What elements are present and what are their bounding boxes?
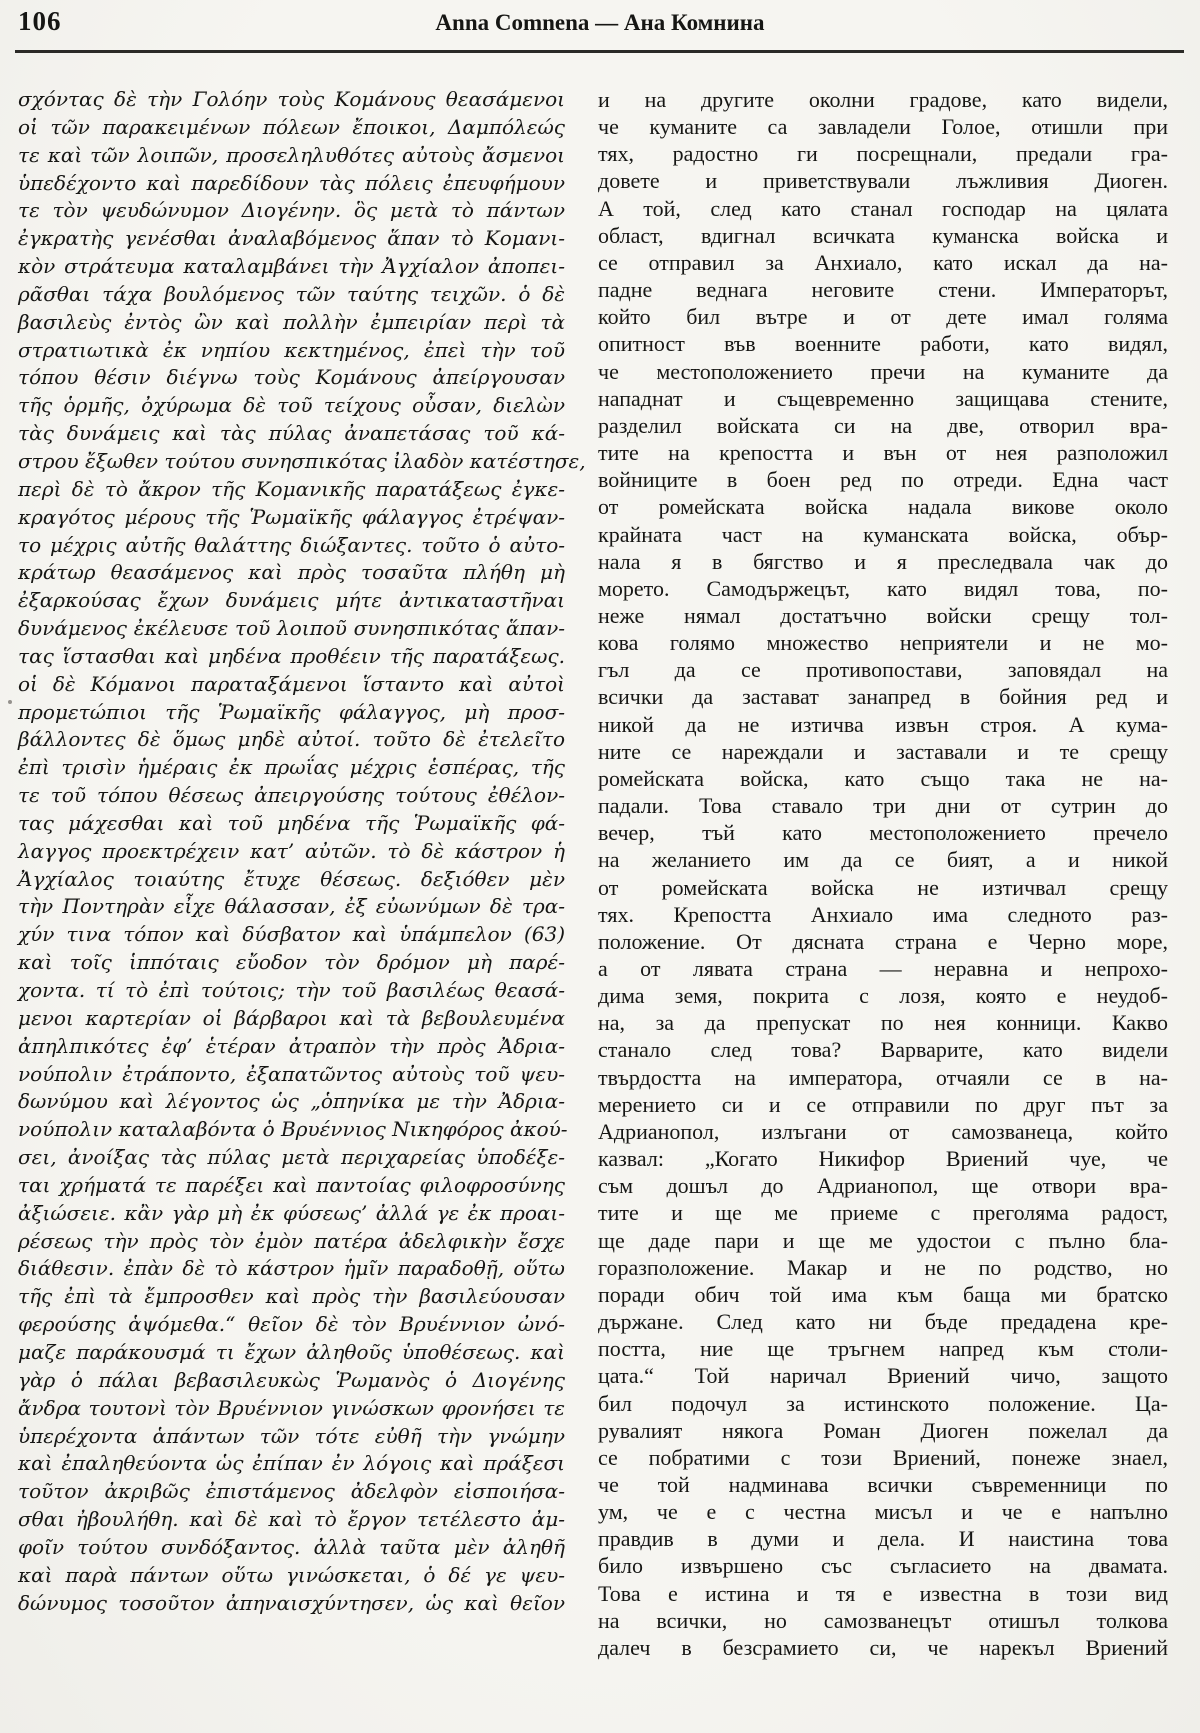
text-line: τε τὸν ψευδώνυμον Διογένην. ὃς μετὰ τὸ πάντων: [18, 198, 565, 223]
text-line: било извършено със съгласието на двамата.: [598, 1553, 1168, 1579]
text-line: τοῦτον ἀκριβῶς ἐπιστάμενος ἀδελφὸν εἰσποιήσα-: [18, 1479, 565, 1504]
text-line: ромейската войска, като също така не на-: [598, 765, 1168, 791]
text-line: никой да не изтичва извън строя. А кума-: [598, 711, 1168, 737]
text-line: падне веднага неговите стени. Императорът,: [598, 277, 1168, 303]
text-line: δυνάμενος ἐκέλευσε τοῦ λοιποῦ συνησπικότας ἅπαν-: [18, 616, 565, 641]
text-line: ρᾶσθαι τάχα βουλόμενος τῶν ταύτης τειχῶν. ὁ δὲ: [18, 281, 565, 306]
header-rule: [15, 50, 1184, 53]
text-line: ὑπερέχοντα ἁπάντων τῶν τότε εὐθῆ τὴν γνώμην: [18, 1423, 565, 1448]
text-line: мерението си и се отправили по друг път за: [598, 1091, 1168, 1117]
text-line: нападнат и същевременно защищава стените,: [598, 385, 1168, 411]
text-line: че куманите са завладели Голое, отишли при: [598, 114, 1168, 140]
text-line: бил подочул за истинското положение. Ца-: [598, 1390, 1168, 1416]
text-line: καὶ παρὰ πάντων οὕτω γινώσκεται, ὁ δέ γε ψευ-: [18, 1562, 565, 1587]
text-line: на, за да препускат по нея конници. Какво: [598, 1010, 1168, 1036]
greek-text-column: [18, 86, 586, 1617]
text-line: νούπολιν ἐτράποντο, ἐξαπατῶντος αὐτοὺς τοῦ ψευ-: [18, 1061, 565, 1086]
page-number: 106: [18, 6, 62, 36]
text-line: ἀξιώσειε. κἂν γὰρ μὴ ἐκ φύσεως’ ἀλλά γε ἐκ προαι-: [18, 1200, 565, 1225]
text-line: οἱ δὲ Κόμανοι παραταξάμενοι ἵσταντο καὶ αὐτοὶ: [18, 671, 565, 696]
text-line: τε καὶ τῶν λοιπῶν, προσεληλυθότες αὐτοὺς ἄσμενοι: [18, 142, 565, 167]
text-line: тях, радостно ги посрещнали, предали гра-: [598, 141, 1168, 167]
text-line: че той надминава всички съвременници по: [598, 1471, 1168, 1497]
text-line: всички да застават занапред в бойния ред и: [598, 684, 1168, 710]
text-line: σει, ἀνοίξας τὰς πύλας μετὰ περιχαρείας ὑποδέξε-: [18, 1145, 565, 1170]
text-line: поради обич той има към баща ми братско: [598, 1281, 1168, 1307]
text-line: и на другите околни градове, като видели,: [598, 87, 1168, 112]
text-line: кова голямо множество неприятели и не мо-: [598, 630, 1168, 656]
text-line: τὰς δυνάμεις καὶ τὰς πύλας ἀναπετάσας τοῦ κά-: [18, 421, 565, 446]
text-line: δώνυμος τοσοῦτον ἀπηναισχύντησεν, ὡς καὶ θεῖον: [18, 1590, 565, 1615]
text-line: че местоположението пречи на куманите да: [598, 358, 1168, 384]
text-line: неже нямал достатъчно войски срещу тол-: [598, 602, 1168, 628]
text-line: войниците в боен ред по отреди. Една част: [598, 467, 1168, 493]
text-line: от ромейската войска не изтичвал срещу: [598, 874, 1168, 900]
text-line: ἐγκρατὴς γενέσθαι ἀναλαβόμενος ἅπαν τὸ Κομανι-: [18, 226, 565, 251]
text-line: νούπολιν καταλαβόντα ὁ Βρυέννιος Νικηφόρος ἀκού-: [18, 1117, 568, 1142]
text-line: горазположение. Макар и не по родство, но: [598, 1254, 1168, 1280]
print-artifact-dot: [8, 700, 12, 704]
text-line: καὶ ἐπαληθεύοντα ὡς ἐπίπαν ἐν λόγοις καὶ πράξεσι: [18, 1451, 565, 1476]
bulgarian-text-column: [598, 86, 1168, 1661]
text-line: προμετώπιοι τῆς Ῥωμαϊκῆς φάλαγγος, μὴ προσ-: [18, 699, 565, 724]
text-line: който бил вътре и от дете имал голяма: [598, 304, 1168, 330]
text-line: се отправил за Анхиало, като искал да на-: [598, 249, 1168, 275]
text-line: ἐπὶ τρισὶν ἡμέραις ἐκ πρωΐας μέχρις ἑσπέρας, τῆς: [18, 755, 565, 780]
text-line: οἱ τῶν παρακειμένων πόλεων ἔποικοι, Δαμπόλεώς: [18, 114, 565, 139]
text-line: ἄνδρα τουτονὶ τὸν Βρυέννιον γινώσκων φρονήσει τε: [18, 1395, 565, 1420]
text-line: станало след това? Варварите, като видели: [598, 1037, 1168, 1063]
text-line: περὶ δὲ τὸ ἄκρον τῆς Κομανικῆς παρατάξεως ἐγκε-: [18, 476, 565, 501]
text-line: на желанието им да се бият, а и никой: [598, 847, 1168, 873]
text-line: κράτωρ θεασάμενος καὶ πρὸς τοσαῦτα πλήθη μὴ: [18, 560, 565, 585]
text-line: δωνύμου καὶ λέγοντος ὡς „ὁπηνίκα με τὴν Ἀδρια-: [18, 1089, 565, 1114]
text-line: довете и приветствували лъжливия Диоген.: [598, 168, 1168, 194]
text-line: опитност във военните работи, като видял,: [598, 331, 1168, 357]
text-line: ρέσεως τὴν πρὸς τὸν ἐμὸν πατέρα ἀδελφικὴν ἔσχε: [18, 1228, 565, 1253]
text-line: ните се нареждали и заставали и те срещу: [598, 738, 1168, 764]
text-line: Адрианопол, излъгани от самозванеца, който: [598, 1118, 1168, 1144]
text-line: съм дошъл до Адрианопол, ще отвори вра-: [598, 1173, 1168, 1199]
text-line: τας μάχεσθαι καὶ τοῦ μηδένα τῆς Ῥωμαϊκῆς φά-: [18, 810, 565, 835]
text-line: Ἀγχίαλος τοιαύτης ἔτυχε θέσεως. δεξιόθεν μὲν: [18, 866, 565, 891]
text-line: дима земя, покрита с лозя, която е неудоб-: [598, 983, 1168, 1009]
text-line: държане. След като ни бъде предадена кре-: [598, 1309, 1168, 1335]
text-line: λαγγος προεκτρέχειν κατ’ αὐτῶν. τὸ δὲ κάστρον ἡ: [18, 838, 565, 863]
text-line: το μέχρις αὐτῆς θαλάττης διώξαντες. τοῦτο ὁ αὐτο-: [18, 532, 565, 557]
text-line: βάλλοντες δὲ ὅμως μηδὲ αὐτοί. τοῦτο δὲ ἐτελεῖτο: [18, 727, 565, 752]
text-line: постта, ние ще тръгнем напред към столи-: [598, 1336, 1168, 1362]
text-line: морето. Самодържецът, като видял това, по-: [598, 575, 1168, 601]
text-line: διάθεσιν. ἐπὰν δὲ τὸ κάστρον ἡμῖν παραδοθῇ, οὕτω: [18, 1256, 565, 1281]
text-line: казвал: „Когато Никифор Вриений чуе, че: [598, 1146, 1168, 1172]
text-line: ται χρήματά τε παρέξει καὶ παντοίας φιλοφροσύνης: [18, 1172, 565, 1197]
text-line: гъл да се противопостави, заповядал на: [598, 657, 1168, 683]
text-line: А той, след като станал господар на цялата: [598, 195, 1168, 221]
text-line: τῆς ὁρμῆς, ὀχύρωμα δὲ τοῦ τείχους οὖσαν, διελὼν: [18, 393, 565, 418]
text-line: област, вдигнал всичката куманска войска и: [598, 222, 1168, 248]
text-line: се побратими с този Вриений, понеже знаел,: [598, 1444, 1168, 1470]
running-title: Anna Comnena — Ана Комнина: [435, 10, 765, 35]
text-line: μενοι καρτερίαν οἱ βάρβαροι καὶ τὰ βεβουλευμένα: [18, 1005, 565, 1030]
text-line: ум, че е с честна мисъл и че е напълно: [598, 1499, 1168, 1525]
text-line: κραγότος μέρους τῆς Ῥωμαϊκῆς φάλαγγος ἐτρέψαν-: [18, 504, 565, 529]
text-line: правдив в думи и дела. И наистина това: [598, 1526, 1168, 1552]
text-line: на всички, но самозванецът отишъл толкова: [598, 1607, 1168, 1633]
text-line: разделил войската си на две, отворил вра-: [598, 412, 1168, 438]
text-line: τε τοῦ τόπου θέσεως ἀπειργούσης τούτους ἐθέλον-: [18, 783, 565, 808]
text-line: от ромейската войска надала викове около: [598, 494, 1168, 520]
text-line: тите на крепостта и вън от нея разположил: [598, 440, 1168, 466]
text-line: далеч в безсрамието си, че нарекъл Вриений: [598, 1634, 1168, 1660]
text-line: τῆς ἐπὶ τὰ ἔμπροσθεν καὶ πρὸς τὴν βασιλεύουσαν: [18, 1284, 565, 1309]
text-line: καὶ τοῖς ἱππόταις εὔοδον τὸν δρόμον μὴ παρέ-: [18, 950, 565, 975]
text-line: τας ἵστασθαι καὶ μηδένα προθέειν τῆς παρατάξεως.: [18, 643, 565, 668]
text-line: χύν τινα τόπον καὶ δύσβατον καὶ ὑπάμπελον (63): [18, 922, 565, 947]
text-line: крайната част на куманската войска, обър-: [598, 521, 1168, 547]
text-line: σχόντας δὲ τὴν Γολόην τοὺς Κομάνους θεασάμενοι: [18, 87, 565, 111]
text-line: κὸν στράτευμα καταλαμβάνει τὴν Ἀγχίαλον ἀποπει-: [18, 254, 565, 279]
text-line: μαζε παράκουσμά τι ἔχων ἀληθοῦς ὑποθέσεως. καὶ: [18, 1339, 565, 1364]
text-line: а от лявата страна — неравна и непрохо-: [598, 956, 1168, 981]
text-line: βασιλεὺς ἐντὸς ὢν καὶ πολλὴν ἐμπειρίαν περὶ τὰ: [18, 309, 565, 334]
text-line: τόπου θέσιν διέγνω τοὺς Κομάνους ἀπείργουσαν: [18, 365, 565, 390]
text-line: вечер, тъй като местоположението пречело: [598, 820, 1168, 846]
text-line: φοῖν τούτου συνδόξαντος. ἀλλὰ ταῦτα μὲν ἀληθῆ: [18, 1534, 565, 1559]
text-line: цата.“ Той наричал Вриений чичо, защото: [598, 1363, 1168, 1389]
text-line: рувалият някога Роман Диоген пожелал да: [598, 1417, 1168, 1443]
text-line: Това е истина и тя е известна в този вид: [598, 1580, 1168, 1606]
text-line: στρου ἔξωθεν τούτου συνησπικότας ἰλαδὸν κατέστησε,: [18, 448, 586, 473]
text-line: σθαι ἠβουλήθη. καὶ δὲ καὶ τὸ ἔργον τετέλεστο ἀμ-: [18, 1507, 565, 1532]
text-line: тите и ще ме приеме с преголяма радост,: [598, 1200, 1168, 1226]
text-line: ἐξαρκούσας ἔχων δυνάμεις μήτε ἀντικαταστῆναι: [18, 588, 565, 613]
text-line: падали. Това ставало три дни от сутрин до: [598, 793, 1168, 819]
text-line: τὴν Ποντηρὰν εἶχε θάλασσαν, ἐξ εὐωνύμων δὲ τρα-: [18, 894, 565, 919]
text-line: γὰρ ὁ πάλαι βεβασιλευκὼς Ῥωμανὸς ὁ Διογένης: [18, 1367, 565, 1392]
text-line: στρατιωτικὰ ἐκ νηπίου κεκτημένος, ἐπεὶ τὴν τοῦ: [18, 337, 565, 362]
text-line: тях. Крепостта Анхиало има следното раз-: [598, 901, 1168, 927]
text-line: положение. От дясната страна е Черно море,: [598, 928, 1168, 954]
text-line: χοντα. τί τὸ ἐπὶ τούτοις; τὴν τοῦ βασιλέως θεασά-: [18, 978, 565, 1002]
text-line: φερούσης ἁψόμεθα.“ θεῖον δὲ τὸν Βρυέννιον ὠνό-: [18, 1312, 565, 1337]
text-line: нала я в бягство и я преследвала чак до: [598, 548, 1168, 574]
text-line: ἀπηλπικότες ἐφ’ ἑτέραν ἀτραπὸν τὴν πρὸς Ἀδρια-: [18, 1033, 565, 1058]
text-line: ще даде пари и ще ме удостои с пълно бла-: [598, 1227, 1168, 1253]
text-line: твърдостта на императора, отчаяли се в на-: [598, 1064, 1168, 1090]
text-line: ὑπεδέχοντο καὶ παρεδίδουν τὰς πόλεις ἐπευφήμουν: [18, 170, 565, 195]
